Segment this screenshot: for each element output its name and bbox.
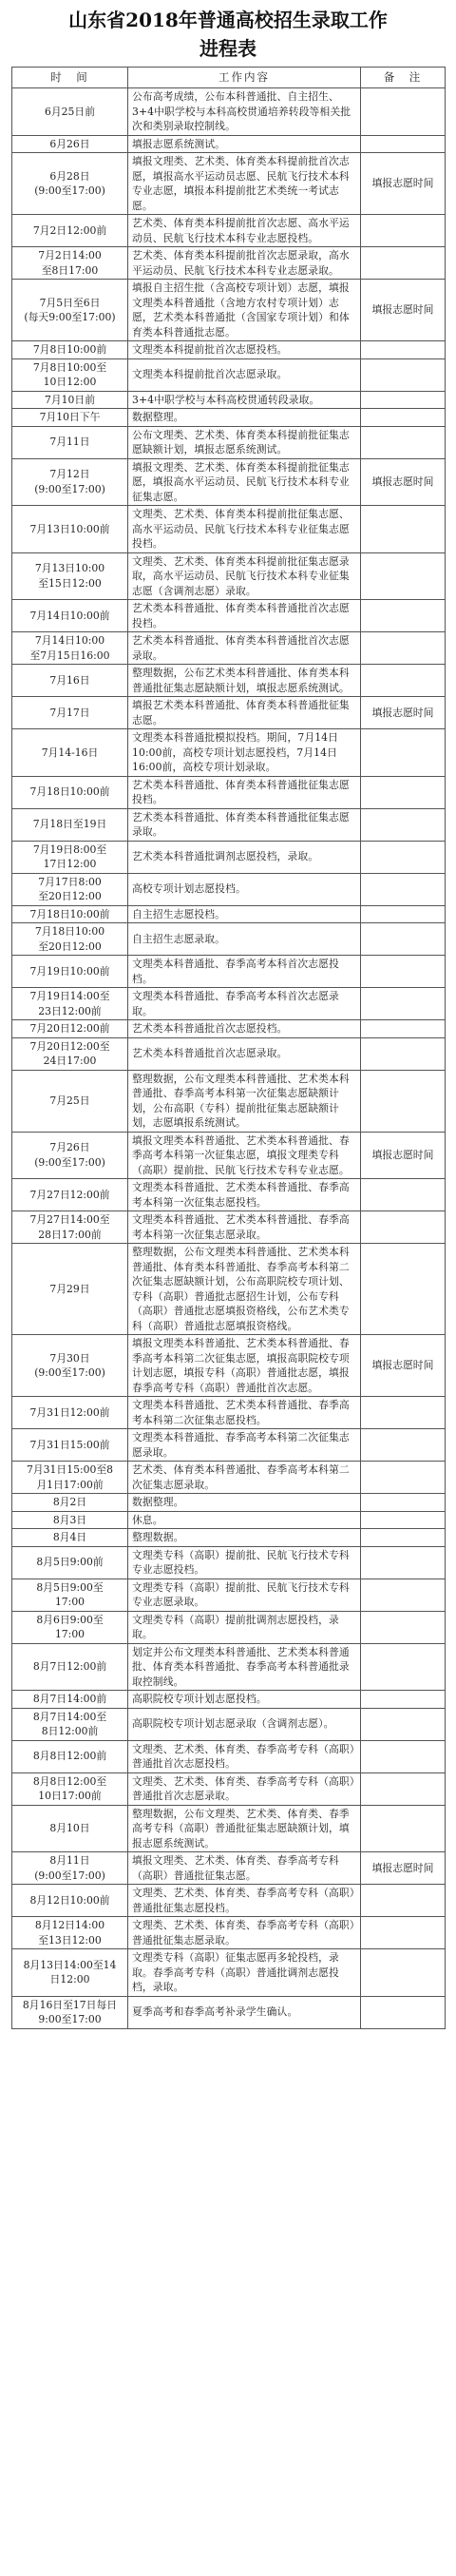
row-content-cell: 文理类专科（高职）提前批调剂志愿投档，录取。 bbox=[128, 1611, 361, 1643]
row-time-cell: 8月12日14:00 至13日12:00 bbox=[12, 1917, 128, 1949]
row-note-cell bbox=[361, 956, 446, 988]
row-note-cell bbox=[361, 506, 446, 553]
row-time-cell: 7月14-16日 bbox=[12, 729, 128, 777]
row-time-cell: 7月10日下午 bbox=[12, 409, 128, 427]
header-time: 时 间 bbox=[12, 68, 128, 88]
row-time-cell: 7月26日 (9:00至17:00) bbox=[12, 1132, 128, 1179]
row-note-cell bbox=[361, 808, 446, 841]
row-content-cell: 公布文理类、艺术类、体育类本科提前批征集志愿缺额计划，填报志愿系统测试。 bbox=[128, 426, 361, 458]
row-time-cell: 7月16日 bbox=[12, 665, 128, 697]
row-time-cell: 7月27日12:00前 bbox=[12, 1179, 128, 1211]
row-content-cell: 文理类本科普通批模拟投档。期间，7月14日10:00前，高校专项计划志愿投档，7月14日16:00前，高校专项计划录取。 bbox=[128, 729, 361, 777]
row-time-cell: 8月11日 (9:00至17:00) bbox=[12, 1852, 128, 1885]
table-row bbox=[12, 1335, 446, 1397]
row-time-cell: 7月18日10:00前 bbox=[12, 905, 128, 923]
table-row bbox=[12, 426, 446, 458]
row-note-cell bbox=[361, 341, 446, 359]
row-time-cell: 7月13日10:00 至15日12:00 bbox=[12, 552, 128, 600]
row-note-cell: 填报志愿时间 bbox=[361, 1852, 446, 1885]
row-time-cell: 7月14日10:00前 bbox=[12, 600, 128, 632]
table-row bbox=[12, 665, 446, 697]
row-content-cell: 公布高考成绩，公布本科普通批、自主招生、3+4中职学校与本科高校贯通培养转段等相关批次和类别录取控制线。 bbox=[128, 88, 361, 136]
table-row bbox=[12, 729, 446, 777]
row-note-cell: 填报志愿时间 bbox=[361, 697, 446, 729]
row-time-cell: 7月29日 bbox=[12, 1244, 128, 1335]
row-time-cell: 6月25日前 bbox=[12, 88, 128, 136]
row-time-cell: 8月12日10:00前 bbox=[12, 1885, 128, 1917]
row-content-cell: 文理类、艺术类、体育类、春季高考专科（高职）普通批首次志愿投档。 bbox=[128, 1740, 361, 1772]
table-row bbox=[12, 1546, 446, 1579]
row-time-cell: 7月8日10:00至 10日12:00 bbox=[12, 358, 128, 391]
row-note-cell bbox=[361, 905, 446, 923]
row-content-cell: 文理类本科普通批、春季高考本科首次志愿录取。 bbox=[128, 988, 361, 1020]
row-content-cell: 文理类专科（高职）提前批、民航飞行技术专科专业志愿投档。 bbox=[128, 1546, 361, 1579]
table-row bbox=[12, 1020, 446, 1038]
row-note-cell bbox=[361, 1917, 446, 1949]
row-content-cell: 整理数据，公布艺术类本科普通批、体育类本科普通批征集志愿缺额计划，填报志愿系统测试。 bbox=[128, 665, 361, 697]
row-time-cell: 7月2日12:00前 bbox=[12, 215, 128, 247]
row-content-cell: 艺术类本科普通批、体育类本科普通批首次志愿录取。 bbox=[128, 632, 361, 665]
row-time-cell: 7月2日14:00 至8日17:00 bbox=[12, 247, 128, 280]
row-note-cell bbox=[361, 1643, 446, 1691]
table-row bbox=[12, 1772, 446, 1805]
row-content-cell: 填报志愿系统测试。 bbox=[128, 135, 361, 153]
row-content-cell: 文理类专科（高职）提前批、民航飞行技术专科专业志愿录取。 bbox=[128, 1579, 361, 1611]
table-row bbox=[12, 1643, 446, 1691]
row-time-cell: 7月18日10:00 至20日12:00 bbox=[12, 923, 128, 956]
table-row bbox=[12, 506, 446, 553]
table-row bbox=[12, 776, 446, 808]
row-content-cell: 艺术类本科普通批首次志愿投档。 bbox=[128, 1020, 361, 1038]
row-time-cell: 8月7日14:00前 bbox=[12, 1691, 128, 1709]
row-time-cell: 7月19日10:00前 bbox=[12, 956, 128, 988]
row-content-cell: 高校专项计划志愿投档。 bbox=[128, 873, 361, 905]
row-note-cell bbox=[361, 135, 446, 153]
row-content-cell: 整理数据，公布文理类本科普通批、艺术类本科普通批、春季高考本科第一次征集志愿缺额计划，公布高职（专科）提前批征集志愿缺额计划，志愿填报系统测试。 bbox=[128, 1070, 361, 1132]
row-time-cell: 8月8日12:00至 10日17:00前 bbox=[12, 1772, 128, 1805]
row-content-cell: 文理类本科提前批首次志愿录取。 bbox=[128, 358, 361, 391]
row-content-cell: 填报自主招生批（含高校专项计划）志愿，填报文理类本科普通批（含地方农村专项计划）志愿，艺术类本科普通批（含国家专项计划）和体育类本科普通批志愿。 bbox=[128, 280, 361, 341]
row-content-cell: 划定并公布文理类本科普通批、艺术类本科普通批、体育类本科普通批、春季高考本科普通批录取控制线。 bbox=[128, 1643, 361, 1691]
row-time-cell: 7月18日至19日 bbox=[12, 808, 128, 841]
row-note-cell bbox=[361, 776, 446, 808]
table-row bbox=[12, 1462, 446, 1494]
row-content-cell: 艺术类、体育类本科提前批首次志愿、高水平运动员、民航飞行技术本科专业志愿投档。 bbox=[128, 215, 361, 247]
row-content-cell: 文理类本科普通批、春季高考本科第二次征集志愿录取。 bbox=[128, 1429, 361, 1462]
row-content-cell: 文理类、艺术类、体育类本科提前批征集志愿录取，高水平运动员、民航飞行技术本科专业征集志愿（含调剂志愿）录取。 bbox=[128, 552, 361, 600]
row-content-cell: 填报文理类本科普通批、艺术类本科普通批、春季高考本科第一次征集志愿，填报文理类专科（高职）提前批、民航飞行技术专科专业志愿。 bbox=[128, 1132, 361, 1179]
row-content-cell: 数据整理。 bbox=[128, 1494, 361, 1512]
table-row bbox=[12, 988, 446, 1020]
table-row bbox=[12, 1494, 446, 1512]
row-time-cell: 7月20日12:00至 24日17:00 bbox=[12, 1037, 128, 1070]
row-content-cell: 艺术类本科普通批调剂志愿投档，录取。 bbox=[128, 841, 361, 873]
row-note-cell bbox=[361, 552, 446, 600]
row-time-cell: 7月12日 (9:00至17:00) bbox=[12, 458, 128, 506]
table-row bbox=[12, 1211, 446, 1244]
row-content-cell: 高职院校专项计划志愿录取（含调剂志愿）。 bbox=[128, 1708, 361, 1740]
row-time-cell: 7月30日 (9:00至17:00) bbox=[12, 1335, 128, 1397]
row-content-cell: 艺术类本科普通批、体育类本科普通批征集志愿投档。 bbox=[128, 776, 361, 808]
row-content-cell: 3+4中职学校与本科高校贯通转段录取。 bbox=[128, 391, 361, 409]
table-row bbox=[12, 1179, 446, 1211]
row-content-cell: 艺术类、体育类本科普通批、春季高考本科第二次征集志愿录取。 bbox=[128, 1462, 361, 1494]
row-time-cell: 7月14日10:00 至7月15日16:00 bbox=[12, 632, 128, 665]
row-note-cell bbox=[361, 1020, 446, 1038]
table-row bbox=[12, 1611, 446, 1643]
row-note-cell bbox=[361, 1397, 446, 1429]
table-row bbox=[12, 409, 446, 427]
row-time-cell: 7月31日12:00前 bbox=[12, 1397, 128, 1429]
row-note-cell bbox=[361, 665, 446, 697]
table-row bbox=[12, 1070, 446, 1132]
table-row bbox=[12, 153, 446, 215]
table-row bbox=[12, 1429, 446, 1462]
row-content-cell: 文理类本科提前批首次志愿投档。 bbox=[128, 341, 361, 359]
row-note-cell bbox=[361, 1244, 446, 1335]
table-row bbox=[12, 905, 446, 923]
row-time-cell: 7月8日10:00前 bbox=[12, 341, 128, 359]
row-note-cell bbox=[361, 1772, 446, 1805]
table-row bbox=[12, 841, 446, 873]
row-note-cell bbox=[361, 1529, 446, 1547]
row-content-cell: 自主招生志愿录取。 bbox=[128, 923, 361, 956]
row-time-cell: 7月11日 bbox=[12, 426, 128, 458]
row-note-cell bbox=[361, 1579, 446, 1611]
row-time-cell: 7月5日至6日 (每天9:00至17:00) bbox=[12, 280, 128, 341]
row-time-cell: 7月27日14:00至 28日17:00前 bbox=[12, 1211, 128, 1244]
row-time-cell: 7月19日14:00至 23日12:00前 bbox=[12, 988, 128, 1020]
row-note-cell bbox=[361, 1037, 446, 1070]
row-content-cell: 文理类、艺术类、体育类、春季高考专科（高职）普通批征集志愿投档。 bbox=[128, 1885, 361, 1917]
row-content-cell: 夏季高考和春季高考补录学生确认。 bbox=[128, 1996, 361, 2028]
header-content: 工作内容 bbox=[128, 68, 361, 88]
table-row bbox=[12, 1529, 446, 1547]
row-note-cell bbox=[361, 1211, 446, 1244]
row-content-cell: 艺术类本科普通批、体育类本科普通批首次志愿投档。 bbox=[128, 600, 361, 632]
row-note-cell bbox=[361, 1805, 446, 1852]
row-time-cell: 7月20日12:00前 bbox=[12, 1020, 128, 1038]
row-time-cell: 7月31日15:00前 bbox=[12, 1429, 128, 1462]
row-note-cell bbox=[361, 1179, 446, 1211]
table-row bbox=[12, 280, 446, 341]
row-note-cell bbox=[361, 1949, 446, 1997]
row-time-cell: 7月18日10:00前 bbox=[12, 776, 128, 808]
row-content-cell: 填报文理类、艺术类、体育类本科提前批征集志愿，填报高水平运动员、民航飞行技术本科专业征集志愿。 bbox=[128, 458, 361, 506]
row-note-cell bbox=[361, 600, 446, 632]
row-note-cell bbox=[361, 1708, 446, 1740]
row-note-cell bbox=[361, 215, 446, 247]
row-content-cell: 文理类、艺术类、体育类、春季高考专科（高职）普通批首次志愿录取。 bbox=[128, 1772, 361, 1805]
row-note-cell bbox=[361, 1494, 446, 1512]
row-note-cell bbox=[361, 1462, 446, 1494]
row-content-cell: 填报艺术类本科普通批、体育类本科普通批征集志愿。 bbox=[128, 697, 361, 729]
header-note: 备 注 bbox=[361, 68, 446, 88]
table-header-row bbox=[12, 68, 446, 88]
table-row bbox=[12, 600, 446, 632]
row-note-cell: 填报志愿时间 bbox=[361, 280, 446, 341]
row-content-cell: 整理数据，公布文理类、艺术类、体育类、春季高考专科（高职）普通批征集志愿缺额计划，填报志愿系统测试。 bbox=[128, 1805, 361, 1852]
row-note-cell: 填报志愿时间 bbox=[361, 458, 446, 506]
table-row bbox=[12, 1691, 446, 1709]
table-row bbox=[12, 247, 446, 280]
row-time-cell: 8月10日 bbox=[12, 1805, 128, 1852]
table-row bbox=[12, 1397, 446, 1429]
row-note-cell bbox=[361, 1885, 446, 1917]
table-row bbox=[12, 873, 446, 905]
table-body bbox=[12, 88, 446, 2029]
table-row bbox=[12, 808, 446, 841]
row-note-cell bbox=[361, 391, 446, 409]
row-note-cell bbox=[361, 923, 446, 956]
row-time-cell: 8月3日 bbox=[12, 1511, 128, 1529]
row-note-cell: 填报志愿时间 bbox=[361, 153, 446, 215]
table-row bbox=[12, 1132, 446, 1179]
table-row bbox=[12, 1996, 446, 2028]
table-row bbox=[12, 1740, 446, 1772]
table-row bbox=[12, 1852, 446, 1885]
row-note-cell bbox=[361, 1691, 446, 1709]
table-row bbox=[12, 1511, 446, 1529]
row-content-cell: 文理类本科普通批、艺术类本科普通批、春季高考本科第二次征集志愿投档。 bbox=[128, 1397, 361, 1429]
row-content-cell: 填报文理类本科普通批、艺术类本科普通批、春季高考本科第二次征集志愿，填报高职院校专项计划志愿，填报专科（高职）普通批志愿，填报春季高考专科（高职）普通批首次志愿。 bbox=[128, 1335, 361, 1397]
document-title bbox=[0, 0, 456, 67]
row-note-cell bbox=[361, 988, 446, 1020]
table-row bbox=[12, 1244, 446, 1335]
table-row bbox=[12, 1805, 446, 1852]
table-row bbox=[12, 1708, 446, 1740]
row-time-cell: 8月5日9:00至 17:00 bbox=[12, 1579, 128, 1611]
row-content-cell: 艺术类本科普通批首次志愿录取。 bbox=[128, 1037, 361, 1070]
title-line-2: 进程表 bbox=[200, 37, 256, 60]
table-row bbox=[12, 956, 446, 988]
row-time-cell: 7月10日前 bbox=[12, 391, 128, 409]
row-content-cell: 填报文理类、艺术类、体育类本科提前批首次志愿，填报高水平运动员志愿、民航飞行技术本科专业志愿，填报本科提前批艺术类统一考试志愿。 bbox=[128, 153, 361, 215]
table-row bbox=[12, 1037, 446, 1070]
row-time-cell: 8月6日9:00至 17:00 bbox=[12, 1611, 128, 1643]
table-row bbox=[12, 88, 446, 136]
row-time-cell: 8月13日14:00至14 日12:00 bbox=[12, 1949, 128, 1997]
row-content-cell: 文理类、艺术类、体育类、春季高考专科（高职）普通批征集志愿录取。 bbox=[128, 1917, 361, 1949]
row-content-cell: 文理类本科普通批、艺术类本科普通批、春季高考本科第一次征集志愿录取。 bbox=[128, 1211, 361, 1244]
row-note-cell bbox=[361, 1740, 446, 1772]
table-row bbox=[12, 1917, 446, 1949]
row-content-cell: 艺术类、体育类本科提前批首次志愿录取，高水平运动员、民航飞行技术本科专业志愿录取。 bbox=[128, 247, 361, 280]
row-content-cell: 高职院校专项计划志愿投档。 bbox=[128, 1691, 361, 1709]
row-note-cell bbox=[361, 1996, 446, 2028]
table-row bbox=[12, 391, 446, 409]
row-note-cell bbox=[361, 841, 446, 873]
row-note-cell bbox=[361, 1611, 446, 1643]
row-time-cell: 7月25日 bbox=[12, 1070, 128, 1132]
row-time-cell: 8月7日14:00至 8日12:00前 bbox=[12, 1708, 128, 1740]
table-row bbox=[12, 632, 446, 665]
row-note-cell bbox=[361, 632, 446, 665]
row-time-cell: 7月19日8:00至 17日12:00 bbox=[12, 841, 128, 873]
row-content-cell: 文理类、艺术类、体育类本科提前批征集志愿、高水平运动员、民航飞行技术本科专业征集志愿投档。 bbox=[128, 506, 361, 553]
row-content-cell: 文理类本科普通批、艺术类本科普通批、春季高考本科第一次征集志愿投档。 bbox=[128, 1179, 361, 1211]
row-content-cell: 休息。 bbox=[128, 1511, 361, 1529]
table-row bbox=[12, 1949, 446, 1997]
row-note-cell bbox=[361, 88, 446, 136]
row-content-cell: 文理类本科普通批、春季高考本科首次志愿投档。 bbox=[128, 956, 361, 988]
table-row bbox=[12, 215, 446, 247]
row-content-cell: 整理数据，公布文理类本科普通批、艺术类本科普通批、体育类本科普通批、春季高考本科第二次征集志愿缺额计划，公布高职院校专项计划、专科（高职）普通批志愿招生计划，公布专科（高职）普通批志愿填报资格线，公布艺术类专科（高职）普通批志愿填报资格线。 bbox=[128, 1244, 361, 1335]
row-note-cell bbox=[361, 358, 446, 391]
row-time-cell: 8月8日12:00前 bbox=[12, 1740, 128, 1772]
row-time-cell: 6月26日 bbox=[12, 135, 128, 153]
row-note-cell bbox=[361, 1546, 446, 1579]
table-row bbox=[12, 552, 446, 600]
table-row bbox=[12, 1579, 446, 1611]
row-content-cell: 整理数据。 bbox=[128, 1529, 361, 1547]
row-note-cell bbox=[361, 873, 446, 905]
table-row bbox=[12, 135, 446, 153]
table-row bbox=[12, 341, 446, 359]
row-note-cell bbox=[361, 729, 446, 777]
row-content-cell: 自主招生志愿投档。 bbox=[128, 905, 361, 923]
row-time-cell: 7月17日8:00 至20日12:00 bbox=[12, 873, 128, 905]
table-row bbox=[12, 923, 446, 956]
row-note-cell bbox=[361, 1511, 446, 1529]
title-line-1: 山东省2018年普通高校招生录取工作 bbox=[68, 9, 388, 31]
table-row bbox=[12, 458, 446, 506]
table-row bbox=[12, 697, 446, 729]
row-note-cell: 填报志愿时间 bbox=[361, 1335, 446, 1397]
row-note-cell bbox=[361, 1429, 446, 1462]
row-note-cell: 填报志愿时间 bbox=[361, 1132, 446, 1179]
row-time-cell: 7月17日 bbox=[12, 697, 128, 729]
row-time-cell: 8月16日至17日每日 9:00至17:00 bbox=[12, 1996, 128, 2028]
row-content-cell: 数据整理。 bbox=[128, 409, 361, 427]
row-time-cell: 7月31日15:00至8 月1日17:00前 bbox=[12, 1462, 128, 1494]
row-time-cell: 7月13日10:00前 bbox=[12, 506, 128, 553]
row-content-cell: 艺术类本科普通批、体育类本科普通批征集志愿录取。 bbox=[128, 808, 361, 841]
row-note-cell bbox=[361, 1070, 446, 1132]
row-note-cell bbox=[361, 409, 446, 427]
row-note-cell bbox=[361, 247, 446, 280]
row-time-cell: 8月2日 bbox=[12, 1494, 128, 1512]
row-content-cell: 文理类专科（高职）征集志愿再多轮投档，录取。春季高考专科（高职）普通批调剂志愿投档，录取。 bbox=[128, 1949, 361, 1997]
row-content-cell: 填报文理类、艺术类、体育类、春季高考专科（高职）普通批征集志愿。 bbox=[128, 1852, 361, 1885]
table-row bbox=[12, 358, 446, 391]
row-time-cell: 8月5日9:00前 bbox=[12, 1546, 128, 1579]
row-time-cell: 8月4日 bbox=[12, 1529, 128, 1547]
schedule-table bbox=[11, 67, 446, 2029]
row-note-cell bbox=[361, 426, 446, 458]
table-row bbox=[12, 1885, 446, 1917]
row-time-cell: 8月7日12:00前 bbox=[12, 1643, 128, 1691]
row-time-cell: 6月28日 (9:00至17:00) bbox=[12, 153, 128, 215]
